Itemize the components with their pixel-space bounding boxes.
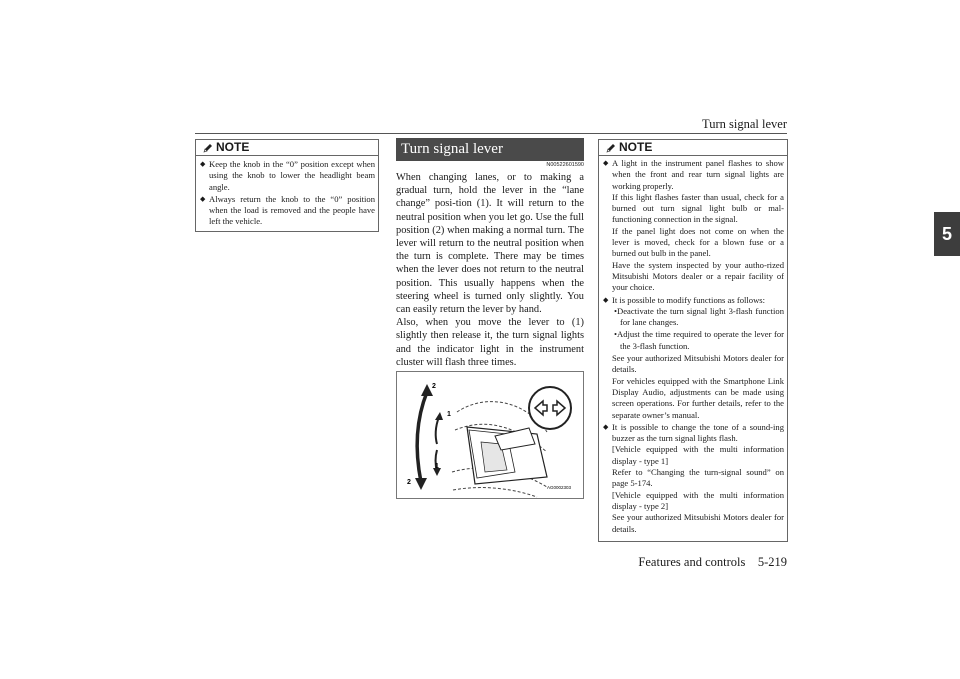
list-item-continuation: See your authorized Mitsubishi Motors dealer for details. For vehicles equipped with the Smartphone Link Display Audio, adjustments can be made using screen operations. For further details, refer to the separate owner’s manual. [612, 353, 784, 420]
page-footer: Features and controls 5-219 [638, 555, 787, 569]
section-body: When changing lanes, or to making a gradual turn, hold the lever in the “lane change” posi-tion (1). It will return to the neutral position when you let go. Use the full position (2) when making a normal turn. The lever will return to the neutral position when the turn is complete. There may be times when the lever does not return to the neutral position. This usually happens when the steering wheel is turned only slightly. You can easily return the lever by hand. Also, when you move the lever to (1) slightly then release it, the turn signal lights and the indicator light in the instrument cluster will flash three times. [396, 172, 584, 368]
turn-signal-lever-drawing [397, 372, 583, 498]
list-item: ◆ It is possible to change the tone of a sound-ing buzzer as the turn signal lights flash. [Vehicle equipped with the multi information display - type 1] Refer to “Changing the turn-signal sound” on page 5-174. [Vehicle equipped with the multi information display - type 2] See your authorized Mitsubishi Motors dealer for details. [603, 422, 784, 535]
right-note-list [603, 158, 784, 536]
label-1-top: 1 [447, 411, 451, 418]
label-2-bottom: 2 [407, 479, 411, 486]
page-header-title: Turn signal lever [702, 117, 787, 131]
label-2-top: 2 [432, 383, 436, 390]
section-title: Turn signal lever [396, 138, 584, 161]
section-code: N00522601590 [546, 162, 584, 168]
header-rule [195, 133, 787, 134]
chapter-tab: 5 [934, 212, 960, 256]
list-item: ◆ A light in the instrument panel flashes to show when the front and rear turn signal lights are working properly. If this light flashes faster than usual, check for a burned out turn signal light bulb or mal-functioning connection in the signal. If the panel light does not come on when the lever is moved, check for a blown fuse or a burned out bulb in the panel. Have the system inspected by your autho-rized Mitsubishi Motors dealer or a repair facility of your choice. [603, 158, 784, 294]
pencil-icon [605, 142, 617, 154]
sub-list-item: • Deactivate the turn signal light 3-flash function for lane changes. [612, 306, 784, 329]
list-item: ◆ Keep the knob in the “0” position except when using the knob to lower the headlight beam angle. [200, 159, 375, 193]
sub-list-item: • Adjust the time required to operate the lever for the 3-flash function. [612, 329, 784, 352]
list-item: ◆ Always return the knob to the “0” position when the load is removed and the people have left the vehicle. [200, 194, 375, 228]
sub-list [612, 306, 784, 352]
right-note-rule [599, 155, 787, 156]
left-note-box [195, 139, 379, 232]
list-item: ◆ It is possible to modify functions as follows: • Deactivate the turn signal light 3-flash function for lane changes. • Adjust the time required to operate the lever for the 3-flash function. See your authorized Mitsubishi Motors dealer for details. For vehicles equipped with the Smartphone Link Display Audio, adjustments can be made using screen operations. For further details, refer to the separate owner’s manual. [603, 295, 784, 421]
pencil-icon [202, 142, 214, 154]
right-note-label: NOTE [619, 140, 653, 154]
left-note-list [200, 159, 375, 229]
right-note-header [605, 140, 652, 155]
left-note-label: NOTE [216, 140, 250, 154]
label-1-bottom: 1 [435, 463, 439, 470]
turn-signal-illustration [396, 371, 584, 499]
left-note-header [202, 140, 249, 155]
left-note-rule [196, 155, 378, 156]
right-note-box [598, 139, 788, 542]
figure-code: AG0002303 [547, 485, 572, 490]
